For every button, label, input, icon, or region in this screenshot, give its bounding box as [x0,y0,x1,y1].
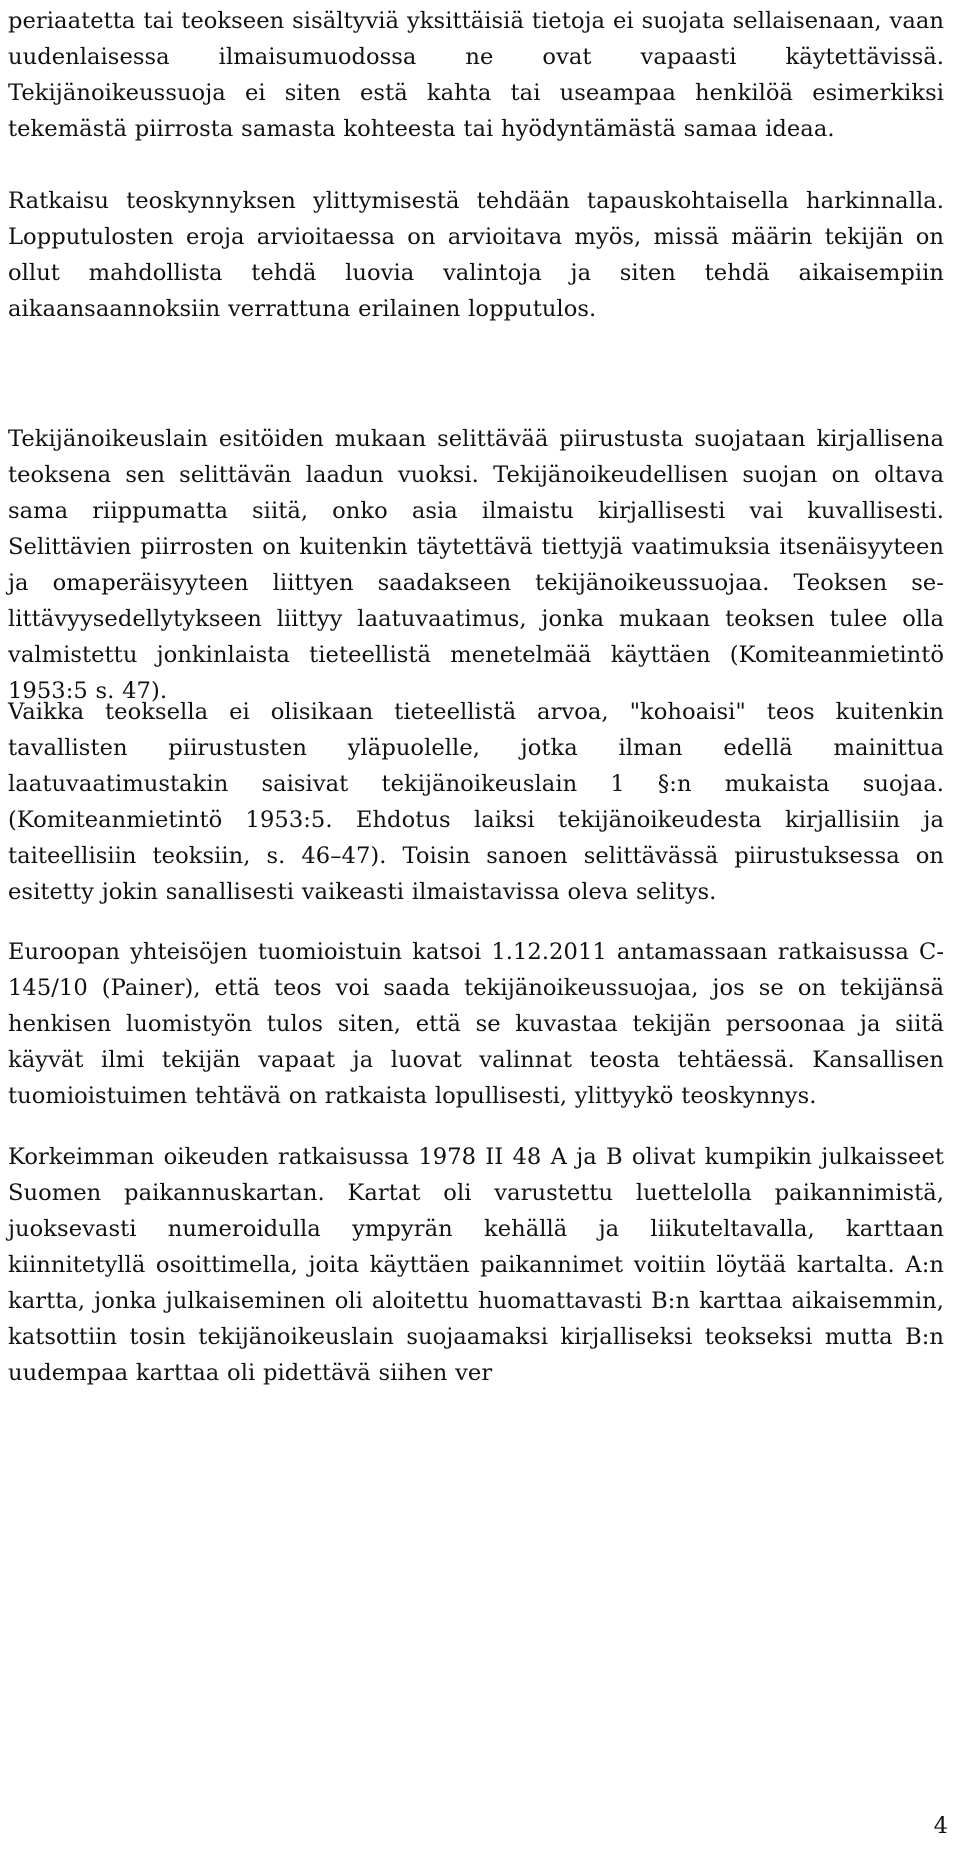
paragraph-3: Tekijänoikeuslain esitöiden mukaan selittävää piirustusta suojataan kirjallisena teoksena sen selittävän laadun vuoksi. Tekijänoikeudellisen suojan on oltava sama riippumatta siitä, onko asia ilmaistu kirjallisesti vai kuvallisesti. Selittävien piirrosten on kuitenkin täytettävä tiettyjä vaatimuksia itsenäisyyteen ja omaperäisyyteen liittyen saadakseen tekijänoikeussuojaa. Teoksen selittävyysedellytykseen liittyy laatuvaatimus, jonka mukaan teoksen tulee olla valmistettu jonkinlaista tieteellistä menetelmää käyttäen (Komiteanmietintö 1953:5 s. 47). [8,426,944,704]
paragraph-2: Ratkaisu teoskynnyksen ylittymisestä tehdään tapauskohtaisella harkinnalla. Lopputulosten eroja arvioitaessa on arvioitava myös, missä määrin tekijän on ollut mahdollista tehdä luovia valintoja ja siten tehdä aikaisempiin aikaansaannoksiin verrattuna erilainen lopputulos. [8,188,944,322]
paragraph-4: Vaikka teoksella ei olisikaan tieteellistä arvoa, "kohoaisi" teos kuitenkin tavallisten piirustusten yläpuolelle, jotka ilman edellä mainittua laatuvaatimustakin saisivat tekijänoikeuslain 1 §:n mukaista suojaa. (Komiteanmietintö 1953:5. Ehdotus laiksi tekijänoikeudesta kirjallisiin ja taiteellisiin teoksiin, s. 46–47). Toisin sanoen selittävässä piirustuksessa on esitetty jokin sanallisesti vaikeasti ilmaistavissa oleva selitys. [8,699,944,905]
paragraph-6: Korkeimman oikeuden ratkaisussa 1978 II 48 A ja B olivat kumpikin julkaisseet Suomen paikannuskartan. Kartat oli varustettu luettelolla paikannimistä, juoksevasti numeroidulla ympyrän kehällä ja liikuteltavalla, karttaan kiinnitetyllä osoittimella, joita käyttäen paikannimet voitiin löytää kartalta. A:n kartta, jonka julkaiseminen oli aloitettu huomattavasti B:n karttaa aikaisemmin, katsottiin tosin tekijänoikeuslain suojaamaksi kirjalliseksi teokseksi mutta B:n uudempaa karttaa oli pidettävä siihen ver [8,1144,944,1386]
paragraph-5: Euroopan yhteisöjen tuomioistuin katsoi 1.12.2011 antamassaan ratkaisussa C-145/10 (Painer), että teos voi saada tekijänoikeussuojaa, jos se on tekijänsä henkisen luomistyön tulos siten, että se kuvastaa tekijän persoonaa ja siitä käyvät ilmi tekijän vapaat ja luovat valinnat teosta tehtäessä. Kansallisen tuomioistuimen tehtävä on ratkaista lopullisesti, ylittyykö teoskynnys. [8,939,944,1109]
paragraph-1: periaatetta tai teokseen sisältyviä yksittäisiä tietoja ei suojata sellaisenaan, vaan uudenlaisessa ilmaisumuodossa ne ovat vapaasti käytettävissä. Tekijänoikeussuoja ei siten estä kahta tai useampaa henkilöä esimerkiksi tekemästä piirrosta samasta kohteesta tai hyödyntämästä samaa ideaa. [8,8,944,142]
page-number: 4 [933,1813,948,1839]
